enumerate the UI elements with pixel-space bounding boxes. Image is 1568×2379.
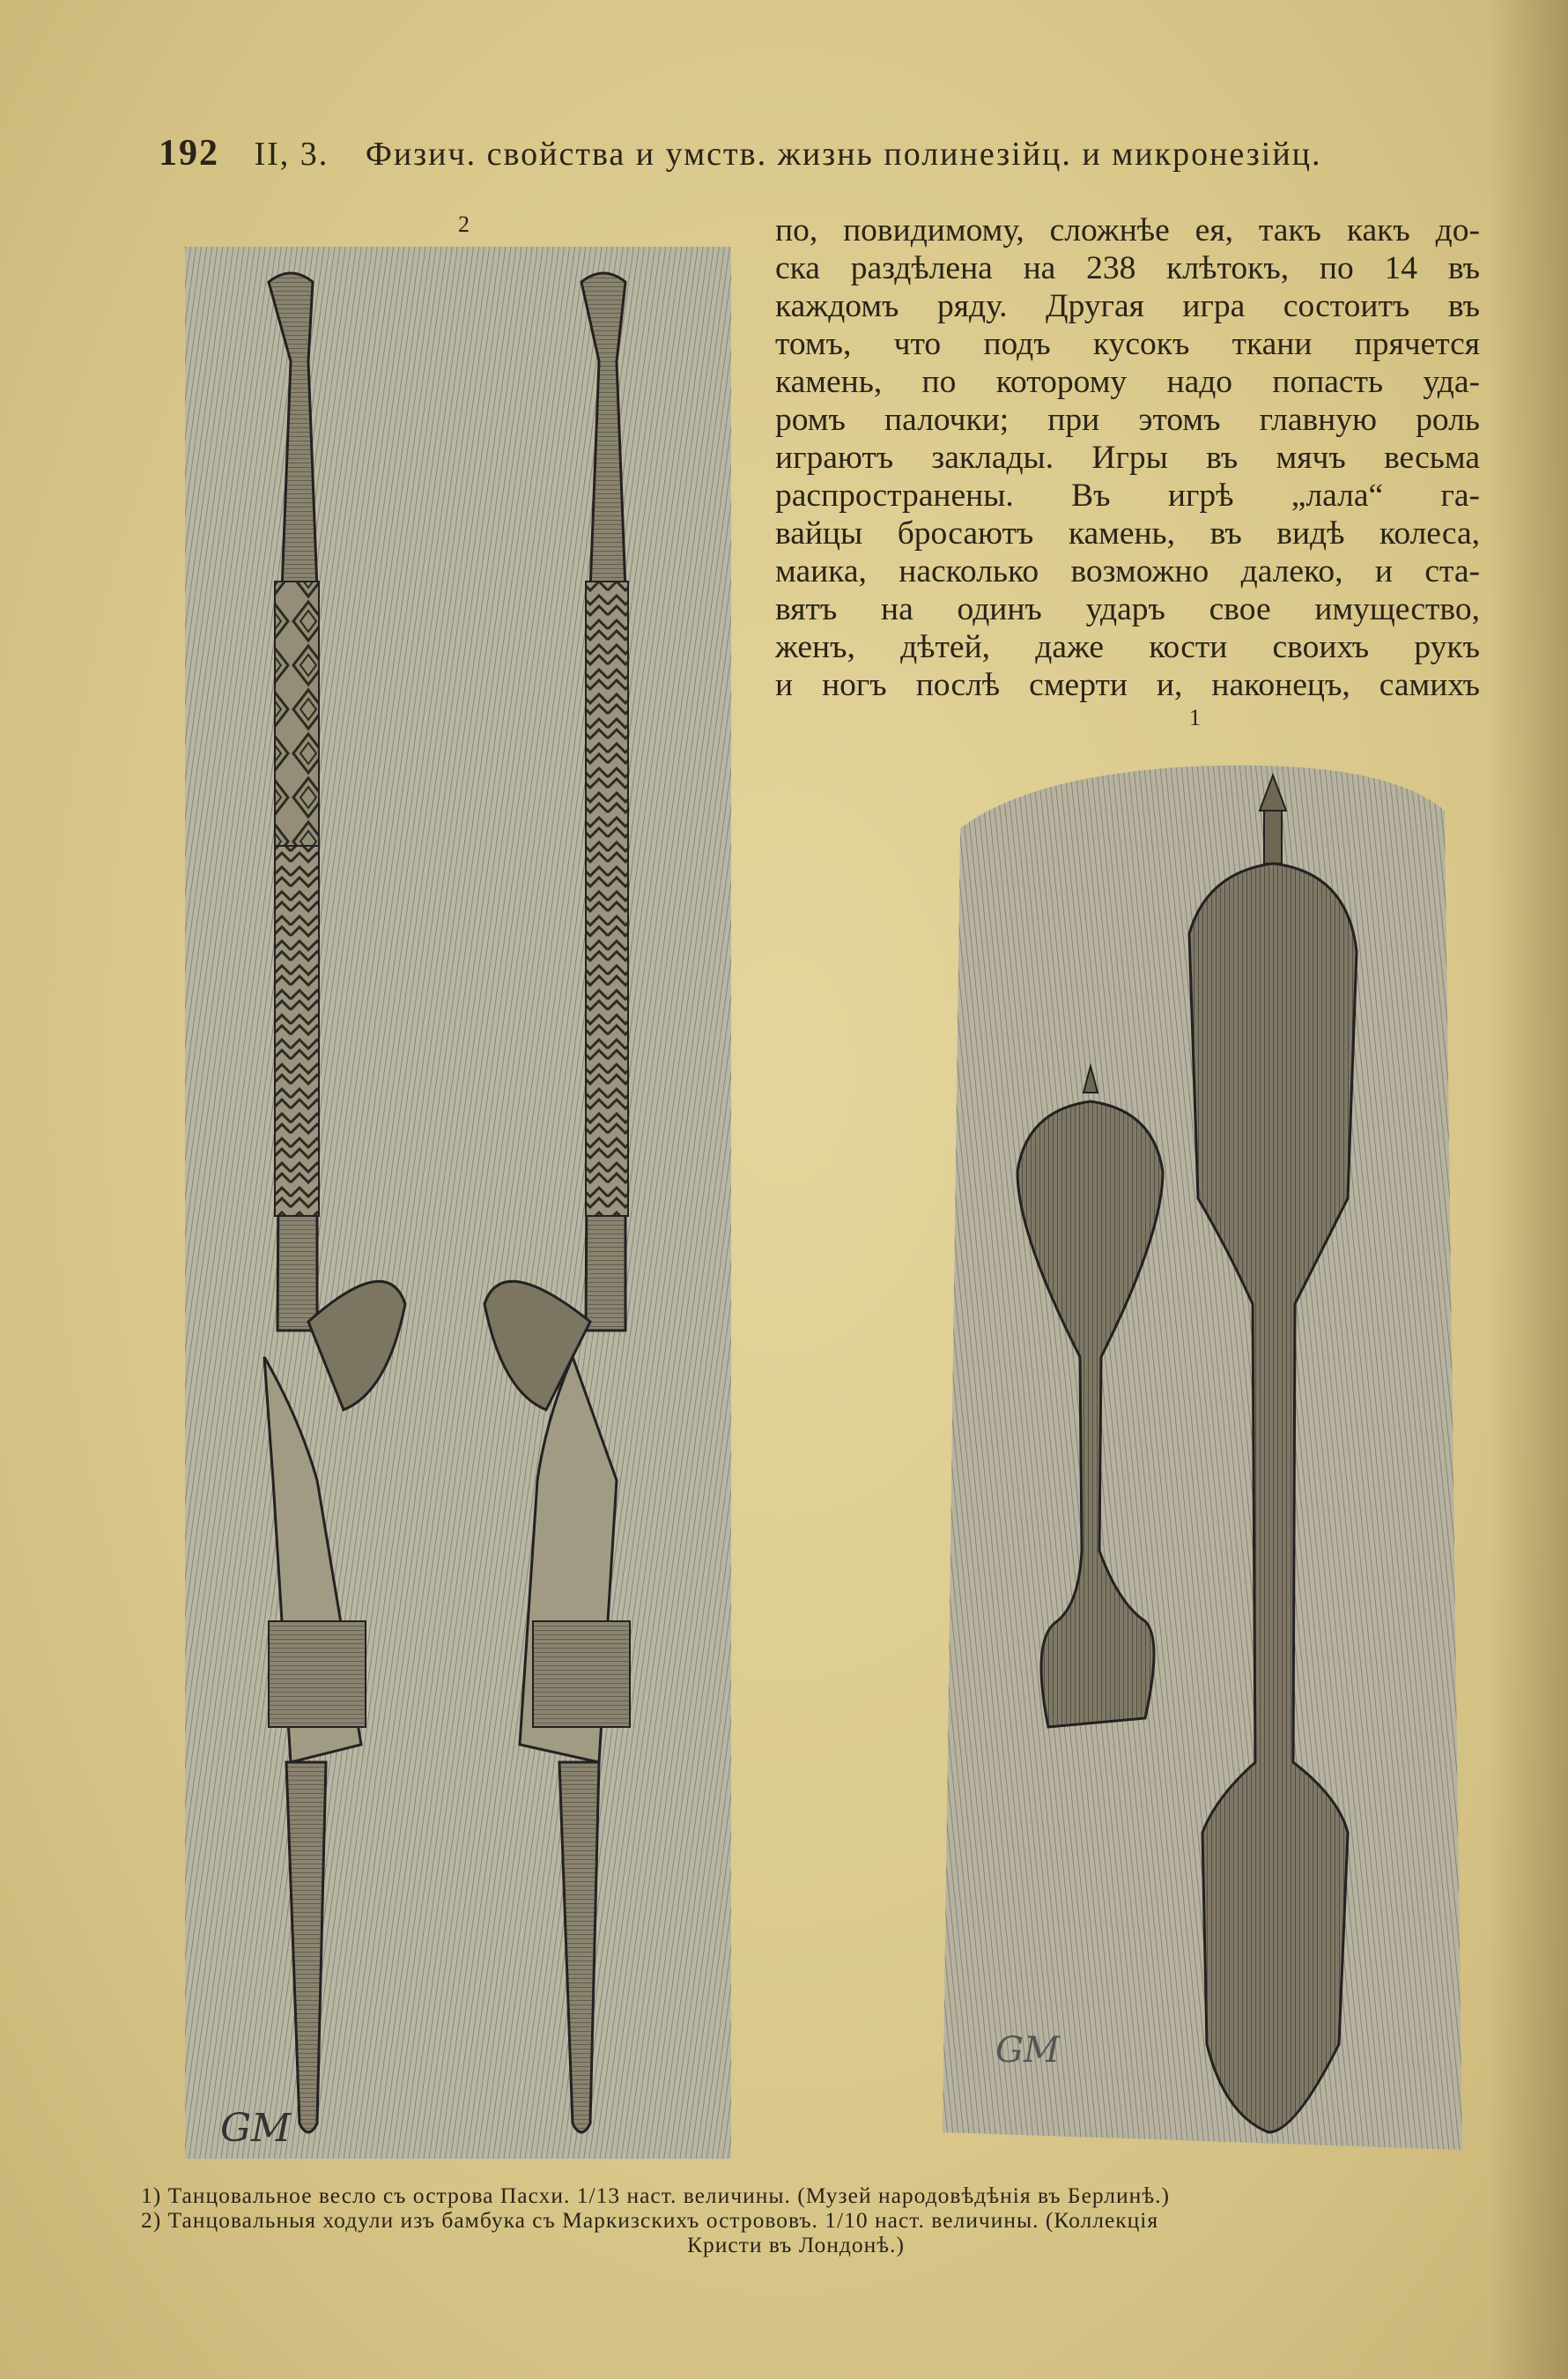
page-gutter-shadow [1489, 0, 1568, 2379]
section-number: II, 3. [254, 136, 329, 173]
body-line: вайцы бросаютъ камень, въ видѣ колеса, [775, 515, 1480, 552]
figure-captions [141, 2183, 1498, 2257]
caption-2-continuation: Кристи въ Лондонѣ.) [687, 2232, 905, 2257]
dance-paddles-engraving [925, 758, 1471, 2168]
body-line: распространены. Въ игрѣ „лала“ га- [775, 478, 1480, 514]
body-line: играютъ заклады. Игры въ мячъ весьма [775, 440, 1480, 476]
body-line: камень, по которому надо попасть уда- [775, 364, 1480, 400]
body-line: ромъ палочки; при этомъ главную роль [775, 402, 1480, 438]
running-title: Физич. свойства и умств. жизнь полинезійц. и микронезійц. [365, 136, 1322, 173]
running-header [159, 132, 1445, 185]
body-line: ска раздѣлена на 238 клѣтокъ, по 14 въ [775, 250, 1480, 286]
body-line: вятъ на одинъ ударъ свое имущество, [775, 591, 1480, 627]
body-line: женъ, дѣтей, даже кости своихъ рукъ [775, 629, 1480, 665]
figure-2-number: 2 [458, 211, 470, 237]
body-line: по, повидимому, сложнѣе ея, такъ какъ до- [775, 212, 1480, 248]
body-line: томъ, что подъ кусокъ ткани прячется [775, 326, 1480, 362]
right-monogram: GM [995, 2030, 1060, 2071]
body-line: маика, насколько возможно далеко, и ста- [775, 553, 1480, 589]
figure-1-number: 1 [1189, 705, 1201, 730]
hatched-background [185, 247, 731, 2159]
left-monogram: GM [220, 2106, 292, 2151]
body-line: и ногъ послѣ смерти и, наконецъ, самихъ [775, 667, 1480, 703]
dance-stilts-engraving [185, 247, 758, 2159]
caption-2: 2) Танцовальныя ходули изъ бамбука съ Маркизскихъ острововъ. 1/10 наст. величины. (Коллекція [141, 2207, 1159, 2233]
body-text [775, 211, 1480, 704]
caption-1: 1) Танцовальное весло съ острова Пасхи. 1/13 наст. величины. (Музей народовѣдѣнія въ Берлинѣ.) [141, 2183, 1171, 2208]
body-line: каждомъ ряду. Другая игра состоитъ въ [775, 288, 1480, 324]
page-number: 192 [159, 133, 219, 174]
